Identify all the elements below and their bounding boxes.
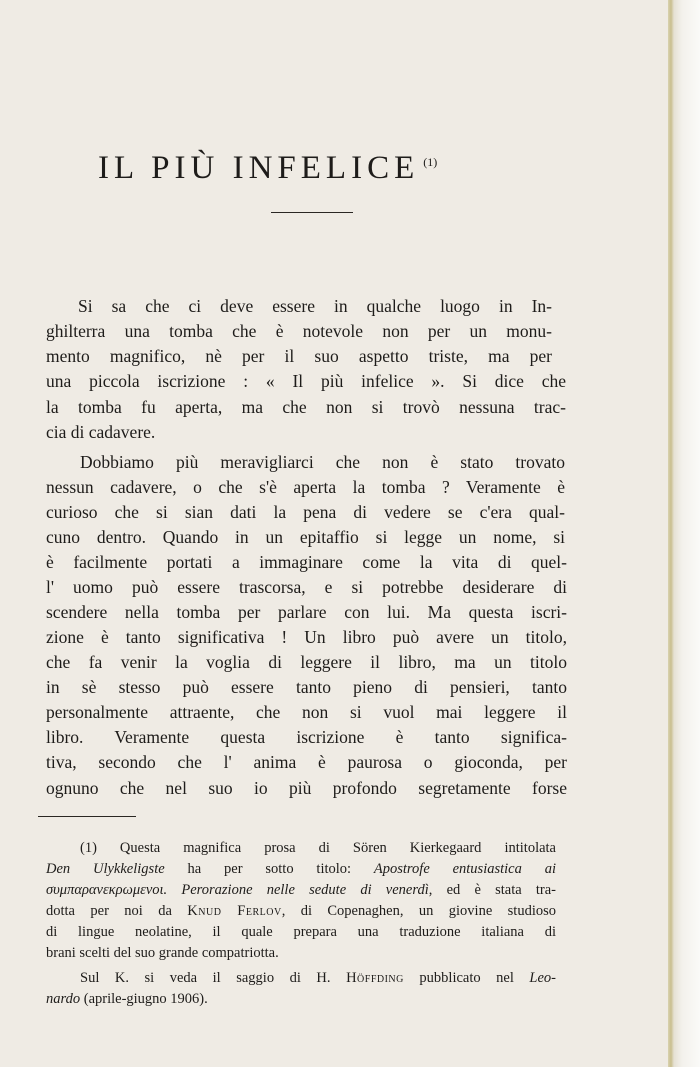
text-line: curioso che si sian dati la pena di vedere se c'era qual- [46, 502, 565, 522]
translator-name: Knud Ferlov [187, 903, 282, 919]
footnote-text: di lingue neolatine, il quale prepara una traduzione italiana di [46, 924, 556, 940]
author-name: Höffding [346, 970, 404, 986]
footnote-line [46, 943, 556, 964]
text-line: Dobbiamo più meravigliarci che non è stato trovato [80, 452, 565, 472]
footnote-text: (aprile-giugno 1906). [80, 991, 208, 1007]
page-edge [668, 0, 700, 1067]
page-title [98, 150, 437, 187]
footnote-text: dotta per noi da [46, 903, 188, 919]
text-line: zione è tanto significativa ! Un libro può avere un titolo, [46, 627, 567, 647]
footnote-line [80, 838, 556, 859]
footnote-italic: συμπαρανεκρωμενοι. Perorazione nelle sedute di venerdì [46, 882, 429, 898]
footnote-italic: nardo [46, 991, 81, 1007]
footnote-text: ha per sotto titolo: [164, 861, 374, 877]
title-footnote-mark: (1) [423, 155, 438, 169]
footnote-line [46, 922, 556, 943]
footnote-text: , di Copenaghen, un giovine studioso [281, 903, 556, 919]
title-text: IL PIÙ INFELICE [98, 150, 420, 186]
text-line: mento magnifico, nè per il suo aspetto triste, ma per [46, 346, 552, 366]
footnote-line [46, 989, 556, 1010]
text-line: ghilterra una tomba che è notevole non per un monu- [46, 321, 552, 341]
footnote-line [80, 968, 556, 989]
footnote-text: , ed è stata tra- [428, 882, 556, 898]
footnote-text: brani scelti del suo grande compatriotta. [46, 945, 279, 961]
footnote-line [46, 901, 556, 922]
footnote-italic: Apostrofe entusiastica ai [373, 861, 556, 877]
footnote-text: (1) Questa magnifica prosa di Sören Kierkegaard intitolata [80, 840, 556, 856]
text-line: nessun cadavere, o che s'è aperta la tomba ? Veramente è [46, 477, 565, 497]
text-line: libro. Veramente questa iscrizione è tanto significa- [46, 727, 567, 747]
text-line: una piccola iscrizione : « Il più infelice ». Si dice che [46, 371, 566, 391]
text-line: cia di cadavere. [46, 422, 156, 442]
footnote-rule [38, 816, 136, 817]
footnote-italic: Den Ulykkeligste [46, 861, 165, 877]
footnote-text: pubblicato nel [403, 970, 530, 986]
title-rule [271, 212, 353, 213]
text-line: Si sa che ci deve essere in qualche luogo in In- [78, 296, 552, 316]
footnote-line [46, 880, 556, 901]
text-line: scendere nella tomba per parlare con lui. Ma questa iscri- [46, 602, 567, 622]
text-line: tiva, secondo che l' anima è paurosa o gioconda, per [46, 752, 567, 772]
text-line: è facilmente portati a immaginare come la vita di quel- [46, 552, 567, 572]
text-line: cuno dentro. Quando in un epitaffio si legge un nome, si [46, 527, 565, 547]
text-line: personalmente attraente, che non si vuol mai leggere il [46, 702, 567, 722]
footnote-text: Sul K. si veda il saggio di H. [80, 970, 347, 986]
text-line: in sè stesso può essere tanto pieno di pensieri, tanto [46, 677, 567, 697]
text-line: ognuno che nel suo io più profondo segretamente forse [46, 778, 567, 798]
footnote-italic: Leo- [529, 970, 556, 986]
text-line: l' uomo può essere trascorsa, e si potrebbe desiderare di [46, 577, 567, 597]
text-line: la tomba fu aperta, ma che non si trovò nessuna trac- [46, 397, 566, 417]
text-line: che fa venir la voglia di leggere il libro, ma un titolo [46, 652, 567, 672]
footnote-line [46, 859, 556, 880]
